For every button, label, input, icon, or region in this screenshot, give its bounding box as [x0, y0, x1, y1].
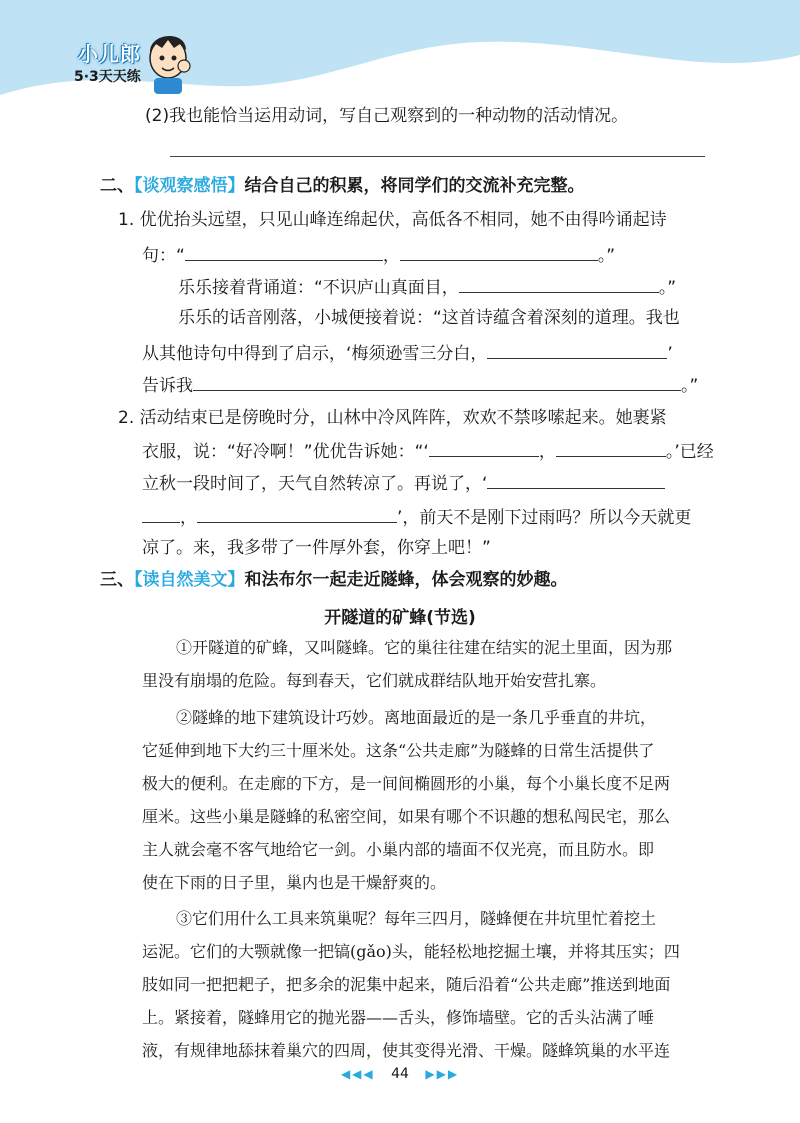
article-line: 极大的便利。在走廊的下方，是一间间椭圆形的小巢，每个小巢长度不足两 — [142, 774, 671, 793]
s2-item1-line3 — [178, 274, 676, 300]
brand-logo: 小儿郎 — [78, 42, 141, 66]
s2-item1-line1: 1. 优优抬头远望，只见山峰连绵起伏，高低各不相同，她不由得吟诵起诗 — [118, 210, 667, 230]
text: 乐乐接着背诵道：“不识庐山真面目， — [178, 278, 459, 298]
text: 告诉我 — [142, 376, 193, 396]
s2-item2-line3 — [142, 470, 665, 496]
s2-item2-line5: 凉了。来，我多带了一件厚外套，你穿上吧！” — [142, 538, 491, 558]
text: 从其他诗句中得到了启示，‘梅须逊雪三分白， — [142, 344, 488, 364]
answer-line[interactable] — [170, 156, 705, 157]
text: 。” — [597, 246, 616, 266]
next-arrows-icon: ▶▶▶ — [425, 1067, 460, 1081]
page-header — [0, 0, 800, 110]
article-line: 它延伸到地下大约三十厘米处。这条“公共走廊”为隧蜂的日常生活提供了 — [142, 741, 655, 760]
text: 立秋一段时间了，天气自然转凉了。再说了，‘ — [142, 474, 488, 494]
s2-item2-line4 — [142, 504, 691, 530]
page-footer — [0, 1066, 800, 1082]
s2-item1-line5 — [142, 340, 673, 366]
text: 。” — [681, 376, 699, 396]
text: 。” — [658, 278, 677, 298]
article-line: 里没有崩塌的危险。每到春天，它们就成群结队地开始安营扎寨。 — [142, 671, 607, 690]
s2-item2-line2 — [142, 438, 714, 464]
blank-4[interactable] — [487, 340, 667, 359]
article-title: 开隧道的矿蜂(节选) — [324, 608, 476, 628]
blank-7[interactable] — [556, 438, 666, 457]
prev-arrows-icon: ◀◀◀ — [340, 1067, 375, 1081]
blank-9[interactable] — [197, 504, 397, 523]
section3-heading — [100, 568, 568, 592]
section3-number: 三、 — [100, 570, 134, 590]
article-line: 使在下雨的日子里，巢内也是干燥舒爽的。 — [142, 873, 447, 892]
blank-1[interactable] — [185, 242, 383, 261]
blank-8-cont[interactable] — [142, 504, 180, 523]
article-line: ③它们用什么工具来筑巢呢？每年三四月，隧蜂便在井坑里忙着挖土 — [176, 909, 657, 928]
article-line: ①开隧道的矿蜂，又叫隧蜂。它的巢往往建在结实的泥土里面，因为那 — [176, 638, 673, 657]
article-line: 液，有规律地舔抹着巢穴的四周，使其变得光滑、干燥。隧蜂筑巢的水平连 — [142, 1041, 671, 1060]
article-line: 运泥。它们的大颚就像一把镐(gǎo)头，能轻松地挖掘土壤，并将其压实；四 — [142, 942, 680, 961]
mascot-icon — [140, 26, 196, 96]
q1-item2: (2)我也能恰当运用动词，写自己观察到的一种动物的活动情况。 — [145, 106, 629, 126]
blank-6[interactable] — [429, 438, 539, 457]
s2-item1-line2 — [142, 242, 615, 268]
article-line: 主人就会毫不客气地给它一剑。小巢内部的墙面不仅光亮，而且防水。即 — [142, 840, 655, 859]
text: 衣服，说：“好冷啊！”优优告诉她：“‘ — [142, 442, 429, 462]
article-line: ②隧蜂的地下建筑设计巧妙。离地面最近的是一条几乎垂直的井坑， — [176, 708, 657, 727]
article-line: 上。紧接着，隧蜂用它的抛光器——舌头，修饰墙壁。它的舌头沾满了唾 — [142, 1008, 655, 1027]
blank-2[interactable] — [400, 242, 598, 261]
s2-item1-line6 — [142, 372, 698, 398]
article-line: 肢如同一把把耙子，把多余的泥集中起来，随后沿着“公共走廊”推送到地面 — [142, 975, 671, 994]
section2-heading — [100, 174, 585, 198]
page-number: 44 — [391, 1066, 409, 1082]
text: 。’已经 — [665, 442, 714, 462]
s2-item2-line1: 2. 活动结束已是傍晚时分，山林中冷风阵阵，欢欢不禁哆嗦起来。她裹紧 — [118, 408, 667, 428]
section3-tag: 【读自然美文】 — [134, 570, 245, 590]
blank-3[interactable] — [459, 274, 659, 293]
text: ’ — [667, 344, 673, 364]
article-line: 厘米。这些小巢是隧蜂的私密空间，如果有哪个不识趣的想私闯民宅，那么 — [142, 807, 671, 826]
brand-subtitle: 5·3天天练 — [74, 69, 141, 85]
section3-instruction: 和法布尔一起走近隧蜂，体会观察的妙趣。 — [244, 570, 568, 590]
section2-tag: 【谈观察感悟】 — [134, 176, 245, 196]
text: ’，前天不是刚下过雨吗？所以今天就更 — [397, 508, 692, 528]
text: ， — [382, 246, 400, 266]
text: ， — [538, 442, 556, 462]
blank-8[interactable] — [487, 470, 665, 489]
text: 句：“ — [142, 246, 185, 266]
section2-instruction: 结合自己的积累，将同学们的交流补充完整。 — [244, 176, 585, 196]
s2-item1-line4: 乐乐的话音刚落，小城便接着说：“这首诗蕴含着深刻的道理。我也 — [178, 308, 680, 328]
section2-number: 二、 — [100, 176, 134, 196]
blank-5[interactable] — [193, 372, 681, 391]
text: ， — [180, 508, 197, 528]
